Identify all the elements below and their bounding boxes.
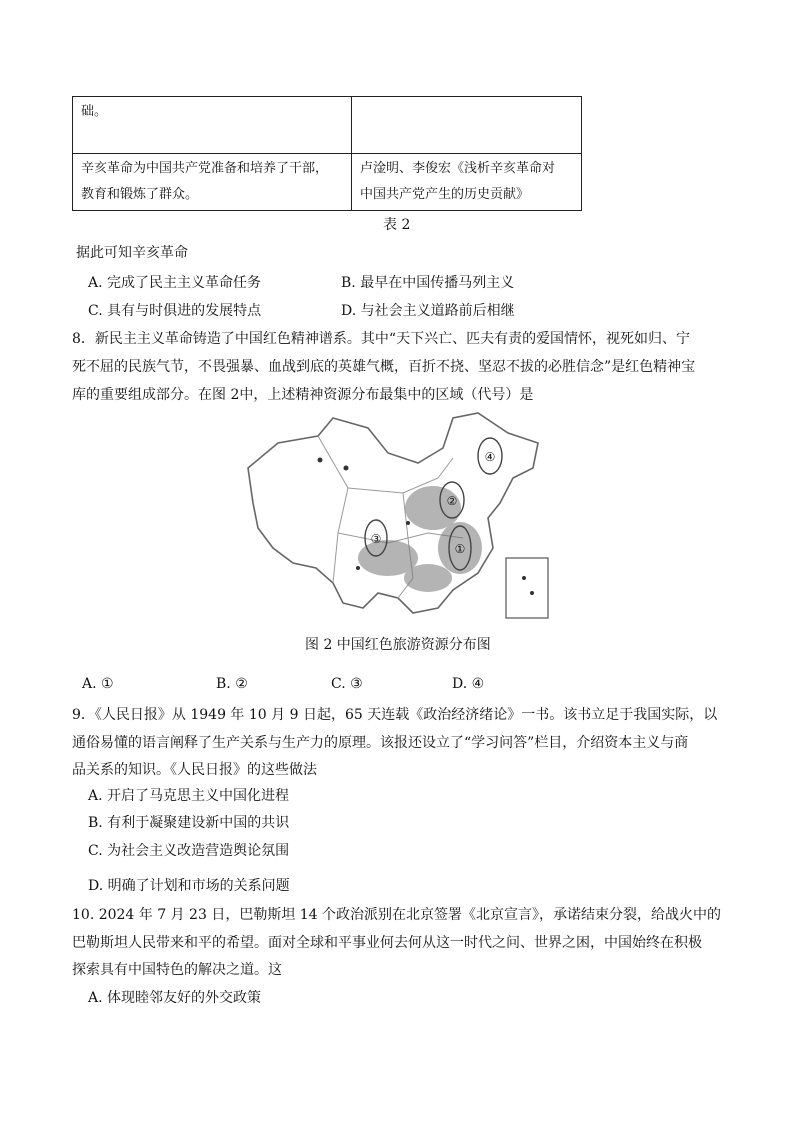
q9-option-d: D. 明确了计划和市场的关系问题 (88, 878, 290, 894)
q10-line-2: 巴勒斯坦人民带来和平的希望。面对全球和平事业何去何从这一时代之问、世界之困，中国始终在积极 (72, 935, 702, 951)
south-china-sea-inset (506, 558, 548, 618)
cell-line: 卢淦明、李俊宏《浅析辛亥革命对 (360, 161, 556, 176)
q8-line-1: 8．新民主主义革命铸造了中国红色精神谱系。其中“天下兴亡、匹夫有责的爱国情怀，视死如归、宁 (72, 331, 691, 347)
cell-line: 教育和锻炼了群众。 (81, 187, 199, 202)
table-2 (72, 96, 582, 211)
q8-line-2: 死不屈的民族气节，不畏强暴、血战到底的英雄气概，百折不挠、坚忍不拔的必胜信念”是红色精神宝 (72, 359, 696, 375)
q7-option-d: D. 与社会主义道路前后相继 (341, 303, 515, 319)
q9-option-c: C. 为社会主义改造营造舆论氛围 (88, 843, 290, 859)
q9-line-3: 品关系的知识。《人民日报》的这些做法 (72, 762, 317, 778)
map-caption: 图 2 中国红色旅游资源分布图 (305, 637, 491, 653)
table-cell (352, 97, 582, 154)
q9-option-b: B. 有利于凝聚建设新中国的共识 (88, 815, 290, 831)
q10-option-a: A. 体现睦邻友好的外交政策 (88, 990, 262, 1006)
table-row (73, 154, 582, 211)
table-cell (352, 154, 582, 211)
zone-label-3: ③ (370, 532, 382, 546)
q10-line-1: 10. 2024 年 7 月 23 日，巴勒斯坦 14 个政治派别在北京签署《北京宣言》，承诺结束分裂，给战火中的 (72, 907, 722, 923)
q8-line-3: 库的重要组成部分。在图 2中，上述精神资源分布最集中的区域（代号）是 (72, 387, 534, 403)
q8-option-c: C. ③ (331, 676, 363, 692)
q8-option-d: D. ④ (452, 676, 485, 692)
china-red-tourism-map (238, 408, 558, 623)
q8-option-b: B. ② (216, 676, 248, 692)
q9-line-1: 9．《人民日报》从 1949 年 10 月 9 日起，65 天连载《政治经济绪论》一书。该书立足于我国实际，以 (72, 707, 718, 723)
q7-option-b: B. 最早在中国传播马列主义 (341, 275, 515, 291)
q7-option-c: C. 具有与时俱进的发展特点 (88, 303, 262, 319)
q9-option-a: A. 开启了马克思主义中国化进程 (88, 788, 290, 804)
zone-label-4: ④ (484, 450, 496, 464)
cell-line: 辛亥革命为中国共产党准备和培养了干部， (81, 161, 329, 176)
table-caption: 表 2 (383, 217, 411, 233)
table-cell (73, 154, 352, 211)
q10-line-3: 探索具有中国特色的解决之道。这 (72, 962, 282, 978)
map-graphic (238, 408, 558, 623)
table-row (73, 97, 582, 154)
cell-line: 中国共产党产生的历史贡献》 (360, 187, 530, 202)
q9-line-2: 通俗易懂的语言阐释了生产关系与生产力的原理。该报还设立了“学习问答”栏目，介绍资本主义与商 (72, 735, 689, 751)
zone-label-1: ① (454, 542, 466, 556)
zone-label-2: ② (446, 494, 458, 508)
table-cell: 础。 (73, 97, 352, 154)
q7-option-a: A. 完成了民主主义革命任务 (88, 275, 262, 291)
q8-option-a: A. ① (82, 676, 114, 692)
q7-stem: 据此可知辛亥革命 (76, 245, 188, 261)
map-outline (248, 413, 538, 613)
